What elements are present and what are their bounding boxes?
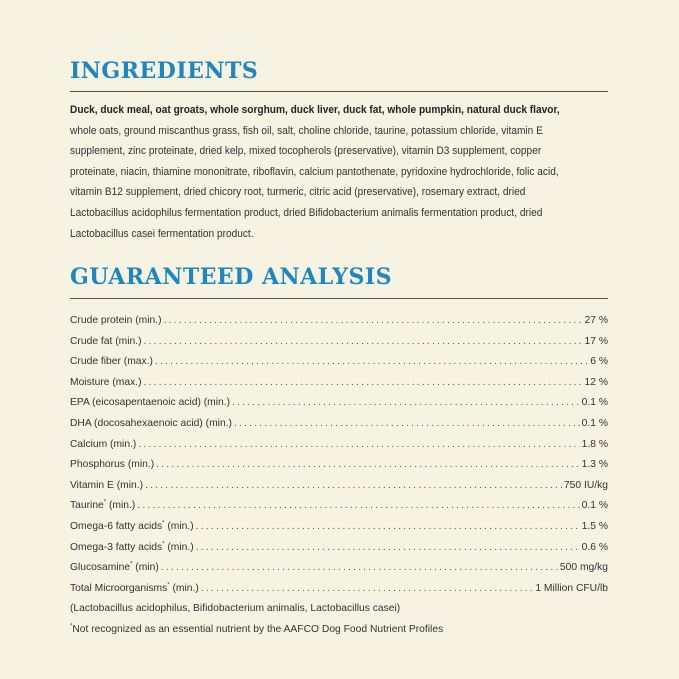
- analysis-row: [70, 352, 608, 373]
- analysis-row-value: 12 %: [584, 376, 608, 388]
- organisms-note: (Lactobacillus acidophilus, Bifidobacterium animalis, Lactobacillus casei): [70, 603, 401, 615]
- analysis-row-value: 6 %: [590, 356, 608, 368]
- dot-leader: [161, 558, 558, 579]
- analysis-row-label: [70, 538, 194, 559]
- analysis-row: [70, 332, 608, 353]
- analysis-row: [70, 496, 608, 517]
- analysis-row-label: [70, 455, 154, 476]
- analysis-row-label: [70, 311, 162, 332]
- analysis-row: [70, 311, 608, 332]
- analysis-row-label: [70, 373, 142, 394]
- dot-leader: [196, 517, 580, 538]
- footnote-marker: *: [167, 582, 170, 589]
- analysis-row-value: 27 %: [584, 315, 608, 326]
- analysis-row-value: 750 IU/kg: [563, 479, 608, 491]
- footnote-text: Not recognized as an essential nutrient by the AAFCO Dog Food Nutrient Profiles: [72, 623, 444, 635]
- analysis-row-value: 1.8 %: [581, 438, 608, 450]
- analysis-row-label: [70, 414, 232, 435]
- nutrient-name: EPA (eicosapentaenoic acid) (min.): [70, 397, 231, 409]
- dot-leader: [164, 311, 583, 332]
- dot-leader: [232, 393, 580, 414]
- dot-leader: [138, 435, 579, 456]
- analysis-heading: GUARANTEED ANALYSIS: [70, 264, 393, 290]
- ingredients-heading: INGREDIENTS: [70, 58, 259, 84]
- footnote-mark: *: [70, 623, 73, 630]
- footnote-marker: *: [130, 561, 133, 568]
- analysis-row: [70, 414, 608, 435]
- nutrient-name: Vitamin E (min.): [70, 479, 144, 491]
- analysis-row-label: [70, 393, 230, 414]
- ingredients-primary: Duck, duck meal, oat groats, whole sorghum, duck liver, duck fat, whole pumpkin, natural duck flavor,: [70, 104, 560, 116]
- analysis-row: [70, 517, 608, 538]
- analysis-row-value: 17 %: [584, 335, 608, 347]
- dot-leader: [144, 332, 583, 353]
- analysis-divider: [70, 298, 608, 299]
- analysis-row: [70, 373, 608, 394]
- analysis-row-label: [70, 496, 135, 517]
- nutrient-name: Taurine: [70, 500, 104, 512]
- dot-leader: [234, 414, 580, 435]
- nutrient-name: Phosphorus (min.): [70, 459, 155, 471]
- nutrient-qualifier: (min.): [169, 582, 199, 594]
- analysis-row-value: 0.1 %: [581, 417, 608, 429]
- analysis-row-value: 1.5 %: [581, 520, 608, 532]
- analysis-row-value: 1.3 %: [581, 459, 608, 471]
- ingredients-list: [70, 100, 572, 244]
- nutrient-name: Total Microorganisms: [70, 582, 168, 594]
- analysis-row-label: [70, 579, 199, 600]
- analysis-row-value: 0.6 %: [581, 541, 608, 553]
- analysis-row-label: [70, 476, 143, 497]
- dot-leader: [137, 496, 579, 517]
- nutrient-name: Omega-6 fatty acids: [70, 520, 163, 532]
- dot-leader: [156, 455, 580, 476]
- analysis-row-value: 0.1 %: [581, 500, 608, 512]
- analysis-row-label: [70, 435, 136, 456]
- dot-leader: [144, 373, 583, 394]
- analysis-row: [70, 558, 608, 579]
- nutrient-name: Glucosamine: [70, 562, 131, 574]
- analysis-row: [70, 538, 608, 559]
- nutrient-qualifier: (min.): [164, 541, 194, 553]
- analysis-row-value: 0.1 %: [581, 397, 608, 409]
- nutrient-name: DHA (docosahexaenoic acid) (min.): [70, 417, 232, 429]
- analysis-row-label: [70, 517, 194, 538]
- dot-leader: [145, 476, 562, 497]
- analysis-row-label: [70, 558, 159, 579]
- nutrient-name: Calcium (min.): [70, 438, 137, 450]
- nutrient-name: Omega-3 fatty acids: [70, 541, 163, 553]
- analysis-row-value: 1 Million CFU/lb: [535, 582, 608, 594]
- analysis-rows: [70, 311, 608, 599]
- footnote-marker: *: [103, 499, 107, 506]
- nutrient-name: Crude fat (min.): [70, 335, 142, 347]
- analysis-row: [70, 455, 608, 476]
- analysis-row: [70, 476, 608, 497]
- footnote: [70, 620, 608, 641]
- footnote-marker: *: [162, 541, 165, 548]
- analysis-row: [70, 579, 608, 600]
- nutrient-name: Crude protein (min.): [70, 315, 162, 326]
- dot-leader: [201, 579, 534, 600]
- analysis-row: [70, 393, 608, 414]
- dot-leader: [196, 538, 580, 559]
- nutrient-qualifier: (min.): [106, 500, 136, 512]
- nutrient-name: Crude fiber (max.): [70, 356, 153, 368]
- analysis-row-label: [70, 352, 153, 373]
- nutrient-name: Moisture (max.): [70, 376, 142, 388]
- dot-leader: [155, 352, 588, 373]
- analysis-row-label: [70, 332, 142, 353]
- analysis-row-value: 500 mg/kg: [559, 562, 608, 574]
- ingredients-divider: [70, 91, 608, 92]
- analysis-row: [70, 435, 608, 456]
- ingredients-secondary: whole oats, ground miscanthus grass, fish oil, salt, choline chloride, taurine, potassium chloride, vitamin E supplement, zinc proteinate, dried kelp, mixed tocopherols (preservative), vitamin D3 supplement, copper proteinate, niacin, thiamine mononitrate, riboflavin, calcium pantothenate, pyridoxine hydrochloride, folic acid, vitamin B12 supplement, dried chicory root, turmeric, citric acid (preservative), rosemary extract, dried Lactobacillus acidophilus fermentation product, dried Bifidobacterium animalis fermentation product, dried Lactobacillus casei fermentation product.: [70, 124, 559, 240]
- footnote-marker: *: [162, 520, 165, 527]
- nutrient-qualifier: (min.): [164, 520, 194, 532]
- nutrient-qualifier: (min): [132, 562, 159, 574]
- analysis-table: [70, 311, 608, 641]
